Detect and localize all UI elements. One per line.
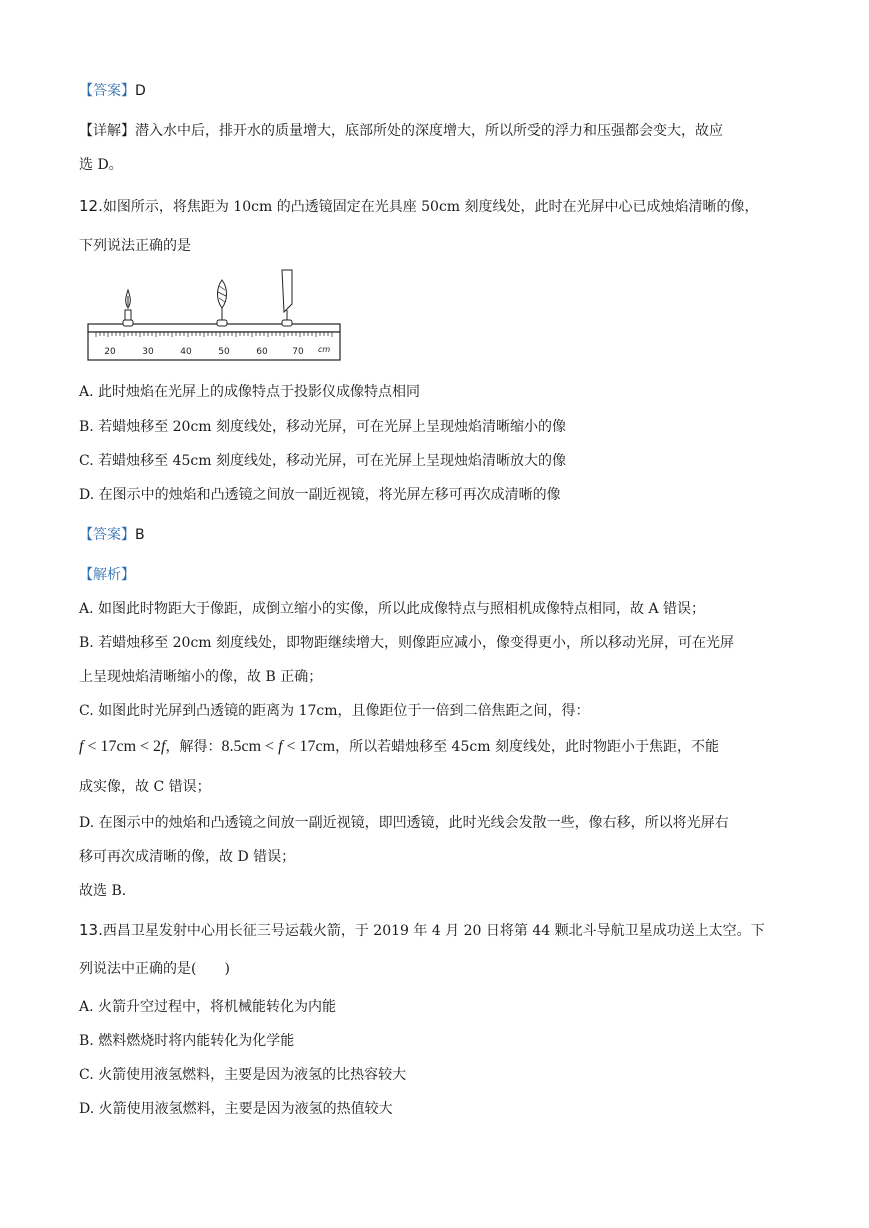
question-13-line-1 [79, 920, 765, 940]
answer-value: D [135, 83, 146, 99]
unit-label: cm [318, 345, 331, 354]
analysis-d-1: D. 在图示中的烛焰和凸透镜之间放一副近视镜，即凹透镜，此时光线会发散一些，像右移，所以将光屏右 [79, 815, 729, 831]
analysis-tag: 【解析】 [79, 567, 135, 583]
answer-value: B [135, 527, 145, 543]
convex-lens [217, 280, 227, 326]
tick-label-50: 50 [218, 347, 230, 357]
q13-option-d: D. 火箭使用液氢燃料，主要是因为液氢的热值较大 [79, 1101, 393, 1117]
optical-bench-figure [86, 266, 342, 364]
detail-line-2: 选 D。 [79, 157, 123, 173]
question-number: 12. [79, 197, 103, 215]
light-screen [282, 270, 292, 326]
question-text: 如图所示，将焦距为 10cm 的凸透镜固定在光具座 50cm 刻度线处，此时在光屏中心已成烛焰清晰的像， [102, 199, 759, 215]
tick-label-70: 70 [292, 347, 304, 357]
answer-tag: 【答案】 [79, 83, 135, 99]
analysis-c-2: f < 17cm < 2f，解得：8.5cm < f < 17cm，所以若蜡烛移至 45cm 刻度线处，此时物距小于焦距，不能 [79, 738, 719, 755]
analysis-c-1: C. 如图此时光屏到凸透镜的距离为 17cm，且像距位于一倍到二倍焦距之间，得： [79, 703, 590, 719]
analysis-conclusion: 故选 B． [79, 883, 136, 899]
q13-option-a: A. 火箭升空过程中，将机械能转化为内能 [79, 999, 337, 1015]
question-number: 13. [79, 921, 103, 939]
question-12-line-2: 下列说法正确的是 [79, 238, 191, 254]
question-13-line-2: 列说法中正确的是( ) [79, 961, 230, 977]
q13-option-b: B. 燃料燃烧时将内能转化为化学能 [79, 1033, 295, 1049]
analysis-c-3: 成实像，故 C 错误； [79, 779, 211, 795]
detail-text: 潜入水中后，排开水的质量增大，底部所处的深度增大，所以所受的浮力和压强都会变大，故应 [135, 123, 723, 139]
analysis-b-1: B. 若蜡烛移至 20cm 刻度线处，即物距继续增大，则像距应减小，像变得更小，所以移动光屏，可在光屏 [79, 635, 735, 651]
analysis-d-2: 移可再次成清晰的像，故 D 错误； [79, 849, 296, 865]
detail-line-1 [79, 120, 723, 140]
q12-option-d: D. 在图示中的烛焰和凸透镜之间放一副近视镜，将光屏左移可再次成清晰的像 [79, 487, 561, 503]
inequality-1: f < 17cm < 2f [79, 738, 166, 755]
analysis-heading [79, 564, 135, 584]
tick-label-60: 60 [256, 347, 268, 357]
inequality-2: 8.5cm < f < 17cm [221, 738, 336, 755]
answer-tag: 【答案】 [79, 527, 135, 543]
tick-label-40: 40 [180, 347, 192, 357]
answer-line-12 [79, 524, 145, 544]
tick-label-20: 20 [104, 347, 116, 357]
analysis-b-2: 上呈现烛焰清晰缩小的像，故 B 正确； [79, 669, 323, 685]
q12-option-a: A. 此时烛焰在光屏上的成像特点于投影仪成像特点相同 [79, 384, 421, 400]
question-12-line-1 [79, 196, 759, 216]
detail-tag: 【详解】 [79, 123, 135, 139]
q13-option-c: C. 火箭使用液氢燃料，主要是因为液氢的比热容较大 [79, 1067, 407, 1083]
q12-option-c: C. 若蜡烛移至 45cm 刻度线处，移动光屏，可在光屏上呈现烛焰清晰放大的像 [79, 453, 566, 469]
answer-line-11 [79, 80, 146, 100]
question-text: 西昌卫星发射中心用长征三号运载火箭，于 2019 年 4 月 20 日将第 44 颗北斗导航卫星成功送上太空。下 [102, 923, 765, 939]
q12-option-b: B. 若蜡烛移至 20cm 刻度线处，移动光屏，可在光屏上呈现烛焰清晰缩小的像 [79, 419, 567, 435]
candle [123, 290, 133, 326]
analysis-a: A. 如图此时物距大于像距，成倒立缩小的实像，所以此成像特点与照相机成像特点相同，故 A 错误； [79, 601, 706, 617]
tick-label-30: 30 [142, 347, 154, 357]
